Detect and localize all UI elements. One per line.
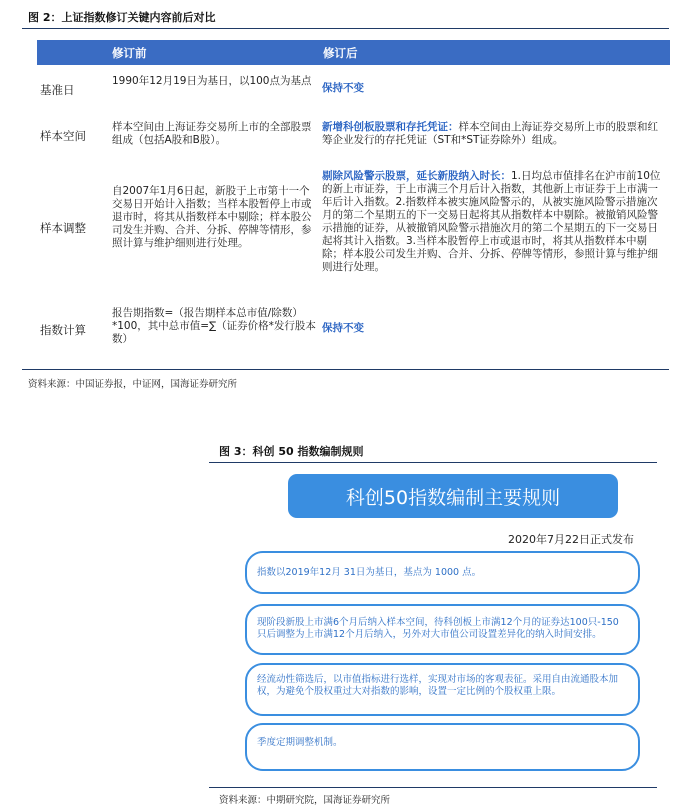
rule-box-base-date: 指数以2019年12月 31日为基日，基点为 1000 点。 (245, 551, 640, 594)
row-sample-adjust-after-highlight: 剔除风险警示股票，延长新股纳入时长： (322, 170, 511, 182)
row-label-sample-adjust: 样本调整 (40, 221, 86, 235)
header-after: 修订后 (323, 46, 358, 60)
row-sample-space-before: 样本空间由上海证券交易所上市的全部股票组成（包括A股和B股）。 (112, 121, 312, 146)
figure-2-title: 图 2：上证指数修订关键内容前后对比 (28, 11, 216, 24)
row-label-base-date: 基准日 (40, 83, 75, 97)
figure-3-source: 资料来源：中期研究院，国海证券研究所 (219, 795, 391, 806)
rule-box-weighting: 经流动性筛选后，以市值指标进行选样，实现对市场的客观表征。采用自由流通股本加权，为避免个股权重过大对指数的影响，设置一定比例的个股权重上限。 (245, 663, 640, 716)
row-sample-space-after (322, 121, 666, 147)
row-base-date-before: 1990年12月19日为基日，以100点为基点 (112, 75, 312, 87)
row-sample-space-after-highlight: 新增科创板股票和存托凭证： (322, 121, 459, 133)
rule-box-new-listing: 现阶段新股上市满6个月后纳入样本空间，待科创板上市满12个月的证券达100只-150只后调整为上市满12个月后纳入，另外对大市值公司设置差异化的纳入时间安排。 (245, 604, 640, 655)
figure-3-top-rule (209, 462, 657, 463)
row-sample-adjust-after-text: 1.日均总市值排名在沪市前10位的新上市证券，于上市满三个月后计入指数，其他新上市证券于上市满一年后计入指数。2.指数样本被实施风险警示的，从被实施风险警示措施次月的第二个星期五的下一交易日起将其从指数样本中剔除。被撤销风险警示措施的证券，从被撤销风险警示措施次月的第二个星期五的下一交易日起将其计入指数。3.当样本股暂停上市或退市时，将其从指数样本中剔除；样本股公司发生并购、合并、分拆、停牌等情形，参照计算与维护细则进行处理。 (322, 170, 661, 273)
figure-3-bottom-rule (209, 787, 657, 788)
row-base-date-after-highlight: 保持不变 (322, 82, 364, 94)
figure-2-bottom-rule (22, 369, 669, 370)
row-sample-adjust-after (322, 170, 666, 274)
rules-banner: 科创50指数编制主要规则 (288, 474, 618, 518)
row-label-index-calc: 指数计算 (40, 323, 86, 337)
header-before: 修订前 (112, 46, 147, 60)
row-sample-adjust-before: 自2007年1月6日起，新股于上市第十一个交易日开始计入指数；当样本股暂停上市或退市时，将其从指数样本中剔除；样本股公司发生并购、合并、分拆、停牌等情形，参照计算与维护细则进行处理。 (112, 185, 312, 249)
rule-box-rebalance: 季度定期调整机制。 (245, 723, 640, 771)
row-label-sample-space: 样本空间 (40, 129, 86, 143)
figure-3-title: 图 3：科创 50 指数编制规则 (219, 445, 364, 458)
row-sample-space-after-text: 样本空间由上海证券交易所上市的股票和红筹企业发行的存托凭证（ST和*ST证券除外）组成。 (322, 121, 658, 146)
comparison-table-header (37, 40, 670, 65)
row-index-calc-before: 报告期指数=（报告期样本总市值/除数）*100，其中总市值=∑（证券价格*发行股本数） (112, 307, 316, 345)
row-base-date-after (322, 82, 666, 95)
figure-2-top-rule (22, 28, 669, 29)
release-date: 2020年7月22日正式发布 (508, 533, 634, 546)
row-index-calc-after-highlight: 保持不变 (322, 322, 364, 334)
row-index-calc-after (322, 322, 666, 335)
figure-2-source: 资料来源：中国证券报，中证网，国海证券研究所 (28, 379, 238, 390)
